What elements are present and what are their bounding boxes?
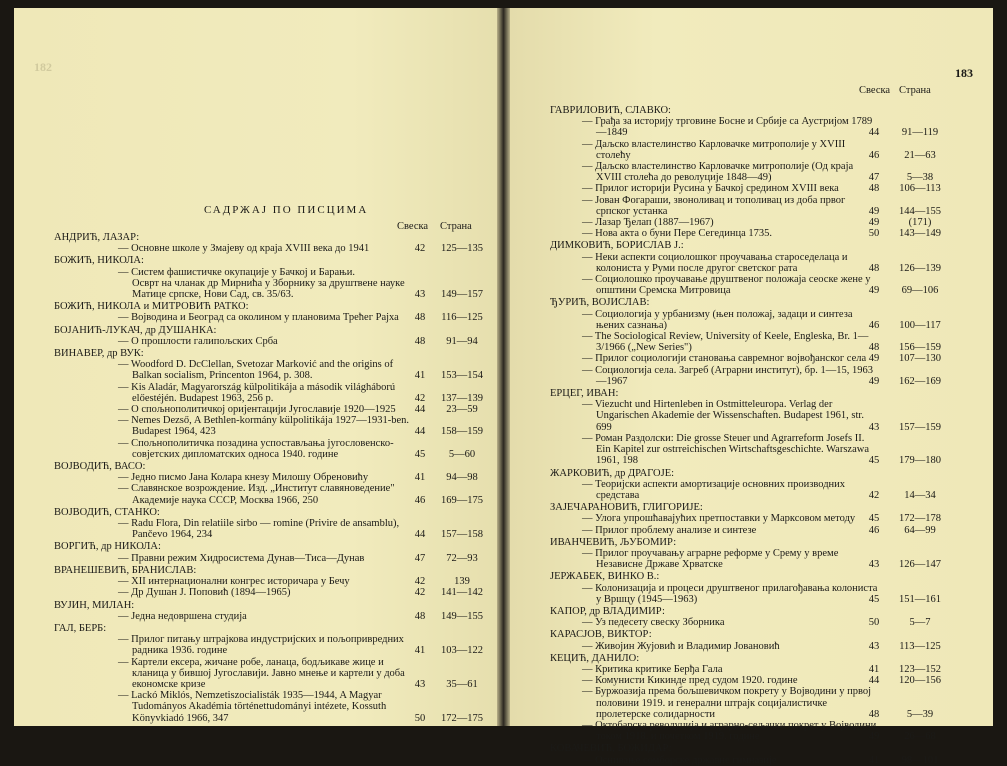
author-name: БОЈАНИЋ-ЛУКАЧ, др ДУШАНКА:	[54, 324, 217, 336]
entry-pages: 179—180	[899, 455, 941, 467]
entry-item	[14, 243, 497, 254]
author-name: ВОРГИЋ, др НИКОЛА:	[54, 541, 161, 553]
entry-item	[510, 116, 993, 138]
entry-title: — Прилог социологији становања савремног војвођанског села	[582, 353, 867, 365]
entry-item	[510, 433, 993, 467]
entry-title: — Оснивање сомборске државне гимназије	[582, 754, 777, 766]
author-name: ЗАЈЕЧАРАНОВИЋ, ГЛИГОРИЈЕ:	[550, 502, 703, 514]
author-name: АНДРИЋ, ЛАЗАР:	[54, 232, 140, 243]
entry-volume: 42	[414, 243, 426, 255]
entry-pages: 35—61	[446, 678, 478, 690]
entry-pages: 139	[454, 576, 470, 588]
entry-pages: 120—156	[899, 675, 941, 687]
entry-title: — Прилог историји Русина у Бачкој средином XVIII века	[582, 183, 839, 195]
entry-title: — Др Душан Ј. Поповић (1894—1965)	[118, 587, 291, 599]
entry-item	[14, 415, 497, 437]
entry-title: — Лазар Ђелап (1887—1967)	[582, 217, 714, 229]
entry-item	[14, 483, 497, 505]
entry-volume: 41	[414, 472, 426, 484]
entry-title: — Woodford D. DcClellan, Svetozar Marković and the origins of Balkan socialism, Princenton 1964, p. 308.	[118, 359, 394, 382]
entry-volume: 48	[868, 342, 880, 354]
page-number: 183	[955, 66, 973, 80]
entry-volume: 46	[414, 494, 426, 506]
entry-pages: 169—175	[441, 494, 483, 506]
entry-pages: 172—175	[441, 712, 483, 724]
entry-volume: 45	[868, 455, 880, 467]
entry-title: — Комунисти Кикинде пред судом 1920. године	[582, 675, 798, 687]
entry-item	[510, 399, 993, 433]
entry-item	[14, 404, 497, 415]
entry-volume: 42	[414, 587, 426, 599]
entry-item	[510, 548, 993, 570]
column-header-volume: Свеска	[859, 85, 891, 96]
entry-volume: 41	[868, 754, 880, 766]
entry-title: — Критика критике Берђа Гала	[582, 663, 723, 675]
author-name: ЈЕРЖАБЕК, ВИНКО В.:	[550, 571, 660, 583]
author-name: ДИМКОВИЋ, БОРИСЛАВ Ј.:	[550, 240, 684, 252]
entry-volume: 45	[868, 513, 880, 525]
entry-pages: 143—149	[899, 228, 941, 240]
entry-title: — Систем фашистичке окупације у Бачкој и Барањи. Осврт на чланак др Мирнића у Зборнику за друштвене науке Матице српске, Нови Сад, св. 35/63.	[118, 266, 405, 301]
entry-volume: 42	[868, 489, 880, 501]
entry-title: — Војводина и Београд са околином у плановима Трећег Рајха	[118, 312, 399, 324]
entry-volume: 42	[414, 392, 426, 404]
entry-title: — Улога упрошћавајућих претпоставки у Марксовом методу	[582, 513, 856, 525]
entry-item	[510, 617, 993, 628]
entry-item	[510, 309, 993, 331]
entry-item	[14, 553, 497, 564]
entry-title: — Социолошко проучавање друштвеног положаја сеоске жене у општини Сремска Митровица	[582, 274, 871, 297]
entry-pages: 5—7	[909, 617, 931, 629]
entry-item	[14, 382, 497, 404]
left-page	[14, 8, 497, 726]
entry-item	[14, 587, 497, 598]
entry-title: — The Sociological Review, University of Keele, Engleska, Br. 1—3/1966 („New Series")	[582, 331, 869, 354]
entry-volume: 44	[414, 426, 426, 438]
entry-title: — Грађа за историју трговине Босне и Србије са Аустријом 1789—1849	[582, 116, 873, 139]
author-name: ВОЈВОДИЋ, ВАСО:	[54, 461, 146, 473]
entry-item	[510, 686, 993, 720]
entry-volume: 50	[414, 712, 426, 724]
entry-item	[14, 690, 497, 724]
entry-item	[14, 657, 497, 691]
entry-item	[14, 267, 497, 301]
entry-title: — Kis Aladár, Magyarország külpolitikája a második világháború előestéjén. Budapest 1963, 256 p.	[118, 381, 396, 404]
author-name: ВИНАВЕР, др ВУК:	[54, 348, 144, 360]
entry-item	[510, 252, 993, 274]
entry-pages: 113—125	[899, 640, 941, 652]
entry-item	[510, 720, 993, 742]
entry-volume: 43	[414, 289, 426, 301]
entry-pages: 158—159	[441, 426, 483, 438]
entry-volume: 50	[868, 228, 880, 240]
entry-title: — Lackó Miklós, Nemzetiszocialisták 1935—1944, A Magyar Tudományos Akadémia történettudományi intézete, Kossuth Könyvkiadó 1966, 347	[118, 690, 387, 724]
entry-title: — Октобарска револуција и аграрно-сељачки покрет у Војводини током 1918. и почетком 1919. године	[582, 719, 877, 743]
entry-pages: 72—93	[446, 552, 478, 564]
entry-volume: 47	[414, 552, 426, 564]
entry-volume: 41	[868, 663, 880, 675]
entry-pages: 21—63	[904, 149, 936, 161]
entry-title: — Буржоазија према бољшевичком покрету у Војводини у првој половини 1919. и генерални штрајк социјалистичке пролетерске солидарности	[582, 686, 872, 720]
entry-volume: 49	[868, 217, 880, 229]
column-header-page: Страна	[440, 221, 472, 232]
entry-item	[510, 228, 993, 239]
entry-item	[510, 641, 993, 652]
entry-pages: 162—169	[899, 375, 941, 387]
page-title: САДРЖАЈ ПО ПИСЦИМА	[204, 204, 369, 216]
entry-volume: 44	[868, 127, 880, 139]
entry-item	[14, 359, 497, 381]
entry-item	[14, 518, 497, 540]
entry-title: — Прилог проучавању аграрне реформе у Срему у време Независне Државе Хрватске	[582, 547, 839, 571]
entry-volume: 48	[414, 335, 426, 347]
entry-item	[510, 513, 993, 524]
entry-volume: 43	[414, 678, 426, 690]
entry-pages: 64—99	[904, 524, 936, 536]
entry-volume: 49	[868, 375, 880, 387]
entry-title: — Једна недовршена студија	[118, 610, 247, 622]
entry-item	[14, 312, 497, 323]
author-name: КЕЦИЋ, ДАНИЛО:	[550, 652, 640, 664]
entry-title: — Теоријски аспекти амортизације основних производних средстава	[582, 478, 846, 501]
entry-pages: 157—158	[441, 529, 483, 541]
author-name: ВОЈВОДИЋ, СТАНКО:	[54, 506, 160, 518]
entry-pages: 100—117	[899, 319, 941, 331]
entry-volume: 48	[414, 610, 426, 622]
entry-pages: 107—130	[899, 353, 941, 365]
entry-volume: 46	[868, 524, 880, 536]
entry-title: — Даљско властелинство Карловачке митрополије (Од краја XVIII столећа до револуције 1848—49)	[582, 161, 854, 184]
entry-volume: 48	[868, 183, 880, 195]
entry-volume: 43	[868, 421, 880, 433]
author-name: ИВАНЧЕВИЋ, ЉУБОМИР:	[550, 536, 677, 548]
entry-title: — Јован Фогараши, звоноливац и тополивац из доба првог српског устанка	[582, 194, 846, 217]
entry-pages: 69—106	[901, 285, 939, 297]
entry-item	[14, 336, 497, 347]
entry-title: — Социологија у урбанизму (њен положај, задаци и синтеза њених сазнања)	[582, 308, 853, 331]
entry-title: — О спољнополитичкој оријентацији Југославије 1920—1925	[118, 404, 396, 416]
book-gutter	[497, 8, 510, 726]
entry-pages: 137—139	[441, 392, 483, 404]
entry-volume: 47	[868, 172, 880, 184]
entry-item	[14, 611, 497, 622]
entry-item	[510, 583, 993, 605]
entry-item	[510, 525, 993, 536]
entry-item	[510, 675, 993, 686]
entry-pages: 126—147	[899, 559, 941, 571]
entry-pages: 5—38	[906, 172, 934, 184]
entry-item	[14, 634, 497, 656]
entry-title: — Једно писмо Јана Колара кнезу Милошу Обреновићу	[118, 472, 369, 484]
entry-pages: 23—59	[446, 404, 478, 416]
entry-volume: 49	[868, 731, 880, 743]
entry-list	[510, 104, 993, 766]
entry-item	[510, 365, 993, 387]
entry-volume: 48	[414, 312, 426, 324]
entry-pages: 149—157	[441, 289, 483, 301]
entry-pages: 5—39	[906, 708, 934, 720]
entry-item	[510, 664, 993, 675]
entry-pages: 157—159	[899, 421, 941, 433]
entry-volume: 48	[868, 262, 880, 274]
entry-pages: 106—113	[899, 183, 941, 195]
entry-title: — Radu Flora, Din relatiile sirbo — romine (Privire de ansamblu), Pančevo 1964, 234	[118, 518, 400, 541]
entry-title: — Уз педесету свеску Зборника	[582, 617, 725, 629]
entry-pages: 125—135	[441, 243, 483, 255]
author-name: ЖАРКОВИЋ, др ДРАГОЈЕ:	[550, 467, 675, 479]
entry-volume: 41	[414, 645, 426, 657]
author-name: ВРАНЕШЕВИЋ, БРАНИСЛАВ:	[54, 564, 197, 576]
right-page	[510, 8, 993, 766]
entry-title: — Картели ексера, жичане робе, ланаца, бодљикаве жице и кланица у бившој Југославији. Јавно мнење и картели у доба економске кризе	[118, 656, 405, 690]
entry-pages: 149—155	[441, 610, 483, 622]
entry-volume: 48	[868, 708, 880, 720]
entry-item	[510, 353, 993, 364]
entry-volume: 50	[868, 617, 880, 629]
entry-item	[14, 438, 497, 460]
entry-pages: (171)	[908, 217, 932, 229]
author-name: КАПОР, др ВЛАДИМИР:	[550, 605, 665, 617]
entry-item	[14, 576, 497, 587]
entry-pages: 91—119	[901, 127, 939, 139]
entry-pages: 156—159	[899, 342, 941, 354]
entry-pages: 5—60	[448, 448, 476, 460]
entry-title: — Социологија села. Загреб (Аграрни институт), бр. 1—15, 1963—1967	[582, 364, 873, 387]
entry-title: — Колонизација и процеси друштвеног прилагођавања колониста у Вршцу (1945—1963)	[582, 582, 878, 605]
entry-item	[510, 217, 993, 228]
entry-pages: 172—178	[899, 513, 941, 525]
entry-item	[510, 195, 993, 217]
entry-item	[510, 183, 993, 194]
entry-pages: 116—125	[441, 312, 483, 324]
author-name: БОЖИЋ, НИКОЛА и МИТРОВИЋ РАТКО:	[54, 301, 249, 313]
entry-item	[510, 161, 993, 183]
entry-pages: 14—34	[904, 489, 936, 501]
entry-title: — Правни режим Хидросистема Дунав—Тиса—Дунав	[118, 552, 365, 564]
entry-item	[510, 479, 993, 501]
entry-item	[510, 331, 993, 353]
author-name: ГАВРИЛОВИЋ, СЛАВКО:	[550, 105, 671, 116]
author-name: ЂУРИЋ, ВОЈИСЛАВ:	[550, 297, 650, 309]
entry-volume: 49	[868, 205, 880, 217]
entry-title: — Основне школе у Змајеву од краја XVIII века до 1941	[118, 243, 370, 255]
entry-title: — Viezucht und Hirtenleben in Ostmitteleuropa. Verlag der Ungarischen Akademie der Wissenschaften. Budapest 1961, str. 699	[582, 399, 864, 433]
author-name: КАРАСЈОВ, ВИКТОР:	[550, 629, 652, 641]
author-name: ГАЛ, БЕРБ:	[54, 622, 107, 634]
entry-pages: 144—155	[899, 205, 941, 217]
author-name: КОВАЧЕВИЋ, БОЖИДАР:	[550, 743, 672, 755]
entry-title: — Спољнополитичка позадина успостављања југословенско-совјетских дипломатских односа 1940. године	[118, 437, 394, 460]
entry-volume: 44	[414, 529, 426, 541]
entry-volume: 44	[868, 675, 880, 687]
author-name: ВУЈИН, МИЛАН:	[54, 599, 135, 611]
column-header-volume: Свеска	[397, 221, 429, 232]
entry-volume: 43	[868, 640, 880, 652]
ghost-page-number: 182	[34, 60, 52, 74]
entry-pages: 151—161	[899, 593, 941, 605]
entry-pages: 153—154	[441, 370, 483, 382]
entry-volume: 46	[868, 319, 880, 331]
entry-pages: 26—68	[904, 731, 936, 743]
entry-title: — Прилог проблему анализе и синтезе	[582, 524, 757, 536]
entry-item	[14, 472, 497, 483]
entry-item	[510, 274, 993, 296]
entry-pages: 123—152	[899, 663, 941, 675]
entry-title: — Нова акта о буни Пере Сегединца 1735.	[582, 228, 772, 240]
entry-volume: 45	[868, 593, 880, 605]
entry-volume: 45	[414, 448, 426, 460]
entry-volume: 43	[868, 559, 880, 571]
entry-title: — Славянское возрождение. Изд. „Институт славяноведение" Академије наука СССР, Москва 1966, 250	[118, 483, 395, 506]
entry-volume: 49	[868, 353, 880, 365]
entry-title: — Живојин Жујовић и Владимир Јовановић	[582, 640, 780, 652]
entry-volume: 46	[868, 149, 880, 161]
entry-title: — XII интернационални конгрес историчара у Бечу	[118, 576, 350, 588]
entry-title: — Роман Раздолски: Die grosse Steuer und Agrarreform Josefs II. Ein Kapitel zur ostrreichischen Wirtschaftsgeschichte. Warszawa 1961, 198	[582, 432, 869, 467]
entry-title: — Даљско властелинство Карловачке митрополије у XVIII столећу	[582, 138, 846, 161]
entry-item	[510, 139, 993, 161]
author-name: БОЖИЋ, НИКОЛА:	[54, 255, 144, 267]
entry-pages: 126—139	[899, 262, 941, 274]
entry-volume: 42	[414, 576, 426, 588]
entry-title: — Прилог питању штрајкова индустријских и пољопривредних радника 1936. године	[118, 634, 404, 657]
author-name: ЕРЦЕГ, ИВАН:	[550, 388, 619, 400]
entry-pages: 103—122	[441, 645, 483, 657]
entry-pages: 91—94	[446, 335, 478, 347]
entry-pages: 94—98	[446, 472, 478, 484]
entry-pages: 98—101	[901, 754, 939, 766]
entry-list	[14, 231, 497, 724]
entry-title: — Неки аспекти социолошког проучавања староседелаца и колониста у Руми после другог светског рата	[582, 251, 848, 274]
column-header-page: Страна	[899, 85, 931, 96]
entry-volume: 41	[414, 370, 426, 382]
entry-volume: 49	[868, 285, 880, 297]
entry-item	[510, 755, 993, 766]
entry-volume: 44	[414, 404, 426, 416]
entry-pages: 141—142	[441, 587, 483, 599]
entry-title: — О прошлости галипољских Срба	[118, 335, 278, 347]
entry-title: — Nemes Dezső, A Bethlen-kormány külpolitikája 1927—1931-ben. Budapest 1964, 423	[118, 415, 410, 438]
